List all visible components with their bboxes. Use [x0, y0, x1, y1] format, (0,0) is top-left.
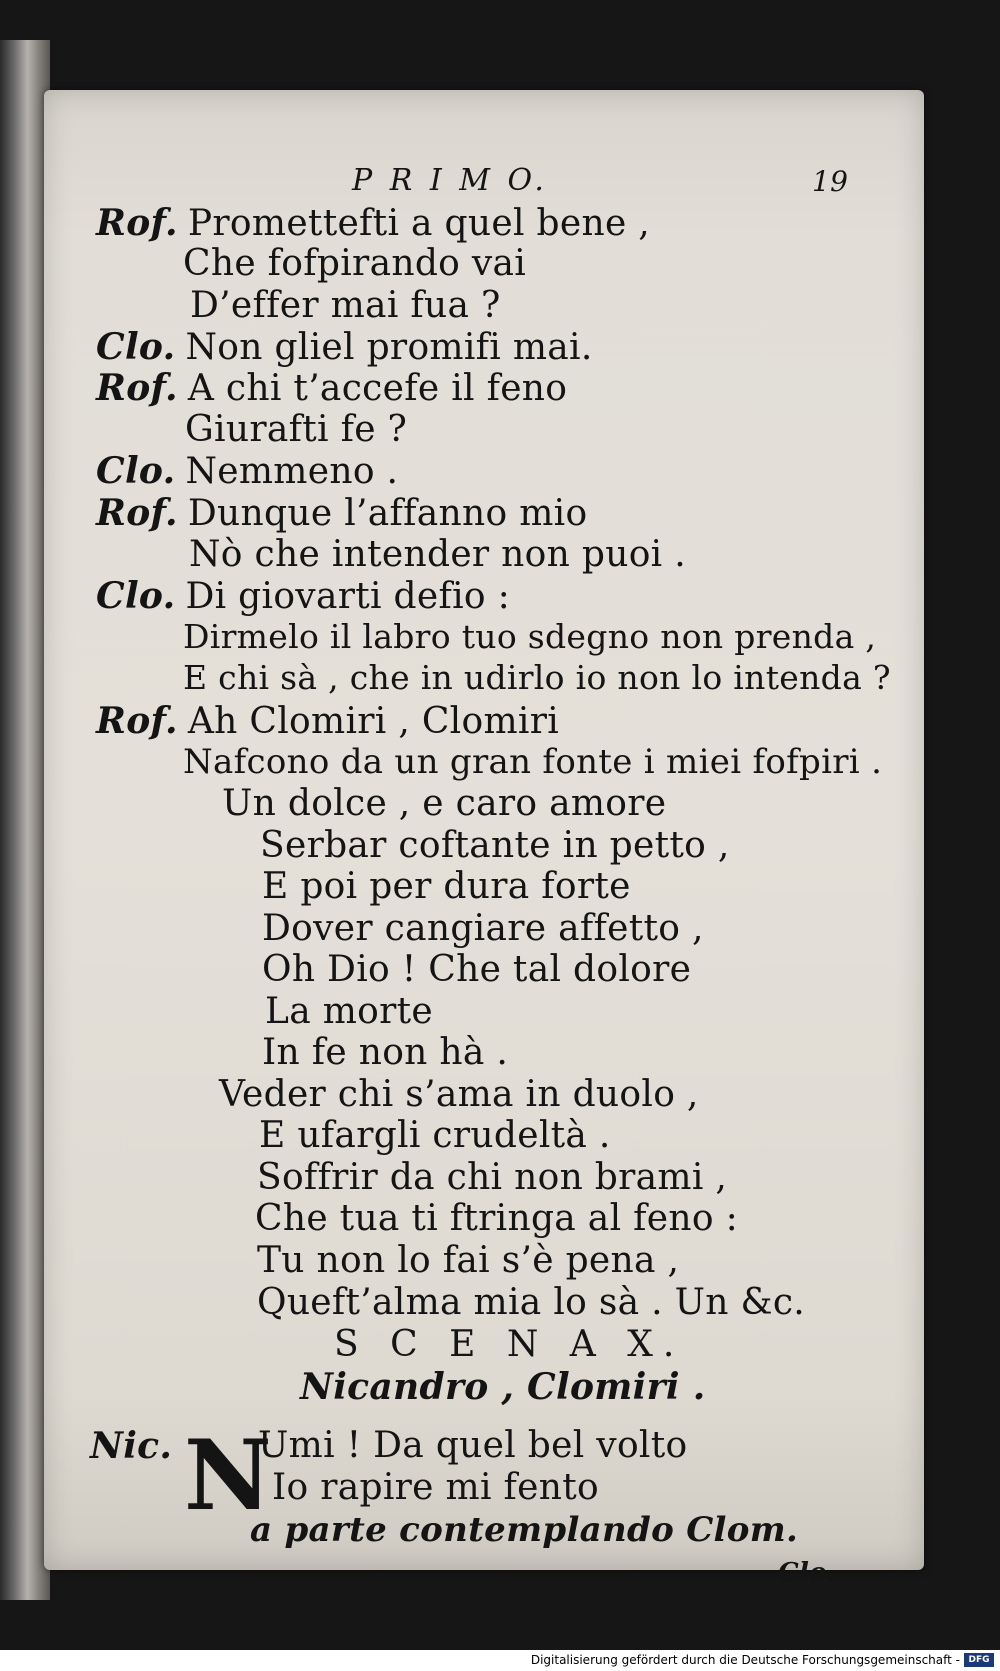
running-title: P R I M O. [352, 163, 548, 198]
footer-credit: Digitalisierung gefördert durch die Deutsche Forschungsgemeinschaft - [530, 1653, 960, 1667]
verse-line: Dover cangiare affetto , [262, 908, 704, 949]
speaker-label: Rof. [96, 492, 178, 534]
verse-text: A chi t’accefe il feno [187, 368, 568, 409]
verse-text: Non gliel promifi mai. [185, 327, 593, 368]
book-spine-edge [0, 40, 50, 1600]
verse-line: E ufargli crudeltà . [259, 1115, 611, 1156]
verse-line: Io rapire mi fento [272, 1467, 599, 1508]
verse-line: Veder chi s’ama in duolo , [219, 1074, 699, 1115]
verse-line: Oh Dio ! Che tal dolore [262, 949, 692, 990]
verse-line: Nafcono da un gran fonte i miei fofpiri . [183, 742, 883, 782]
verse-line: Soffrir da chi non brami , [257, 1157, 728, 1198]
dfg-logo: DFG [964, 1653, 994, 1667]
speaker-label: Clo. [96, 575, 176, 617]
verse-text: Di giovarti defio : [185, 576, 511, 617]
drop-capital: N [184, 1419, 272, 1532]
catchword: Clo. [778, 1558, 836, 1588]
verse-line: Nò che intender non puoi . [189, 534, 686, 575]
speaker-label: Nic. [90, 1425, 173, 1467]
page-number: 19 [812, 165, 849, 198]
scene-characters: Nicandro , Clomiri . [300, 1366, 706, 1408]
speaker-label: Clo. [96, 326, 176, 368]
verse-line [96, 575, 511, 617]
verse-line: Giurafti fe ? [185, 409, 408, 450]
scene-heading: S C E N A X. [334, 1324, 685, 1365]
verse-line: D’effer mai fua ? [190, 285, 501, 326]
verse-line [96, 326, 593, 368]
verse-line: Dirmelo il labro tuo sdegno non prenda , [183, 617, 877, 656]
verse-line: Serbar coftante in petto , [260, 825, 730, 866]
verse-text: Promettefti a quel bene , [187, 203, 651, 244]
speaker-label: Rof. [96, 700, 178, 742]
verse-text: Nemmeno . [185, 451, 399, 492]
verse-line: Queft’alma mia lo sà . Un &c. [257, 1282, 806, 1323]
verse-line: Un dolce , e caro amore [222, 783, 667, 824]
verse-line [96, 700, 560, 742]
verse-line: Che tua ti ftringa al feno : [255, 1198, 738, 1239]
verse-line: La morte [265, 991, 434, 1032]
speaker-label: Rof. [96, 367, 178, 409]
verse-line [96, 450, 399, 492]
verse-text: Dunque l’affanno mio [187, 493, 588, 534]
verse-line: Tu non lo fai s’è pena , [257, 1240, 680, 1281]
verse-text: Ah Clomiri , Clomiri [187, 701, 560, 742]
verse-line: Umi ! Da quel bel volto [258, 1425, 688, 1466]
speaker-label: Clo. [96, 450, 176, 492]
verse-line: In fe non hà . [262, 1032, 509, 1073]
speaker-label: Rof. [96, 202, 178, 244]
verse-line: E chi sà , che in udirlo io non lo intenda ? [183, 658, 891, 697]
verse-line: E poi per dura forte [262, 866, 631, 907]
digitization-footer [0, 1650, 1000, 1671]
stage-direction: a parte contemplando Clom. [250, 1510, 799, 1550]
verse-line: Che fofpirando vai [183, 243, 527, 284]
verse-line [96, 202, 651, 244]
verse-line [96, 492, 588, 534]
verse-line [96, 367, 568, 409]
